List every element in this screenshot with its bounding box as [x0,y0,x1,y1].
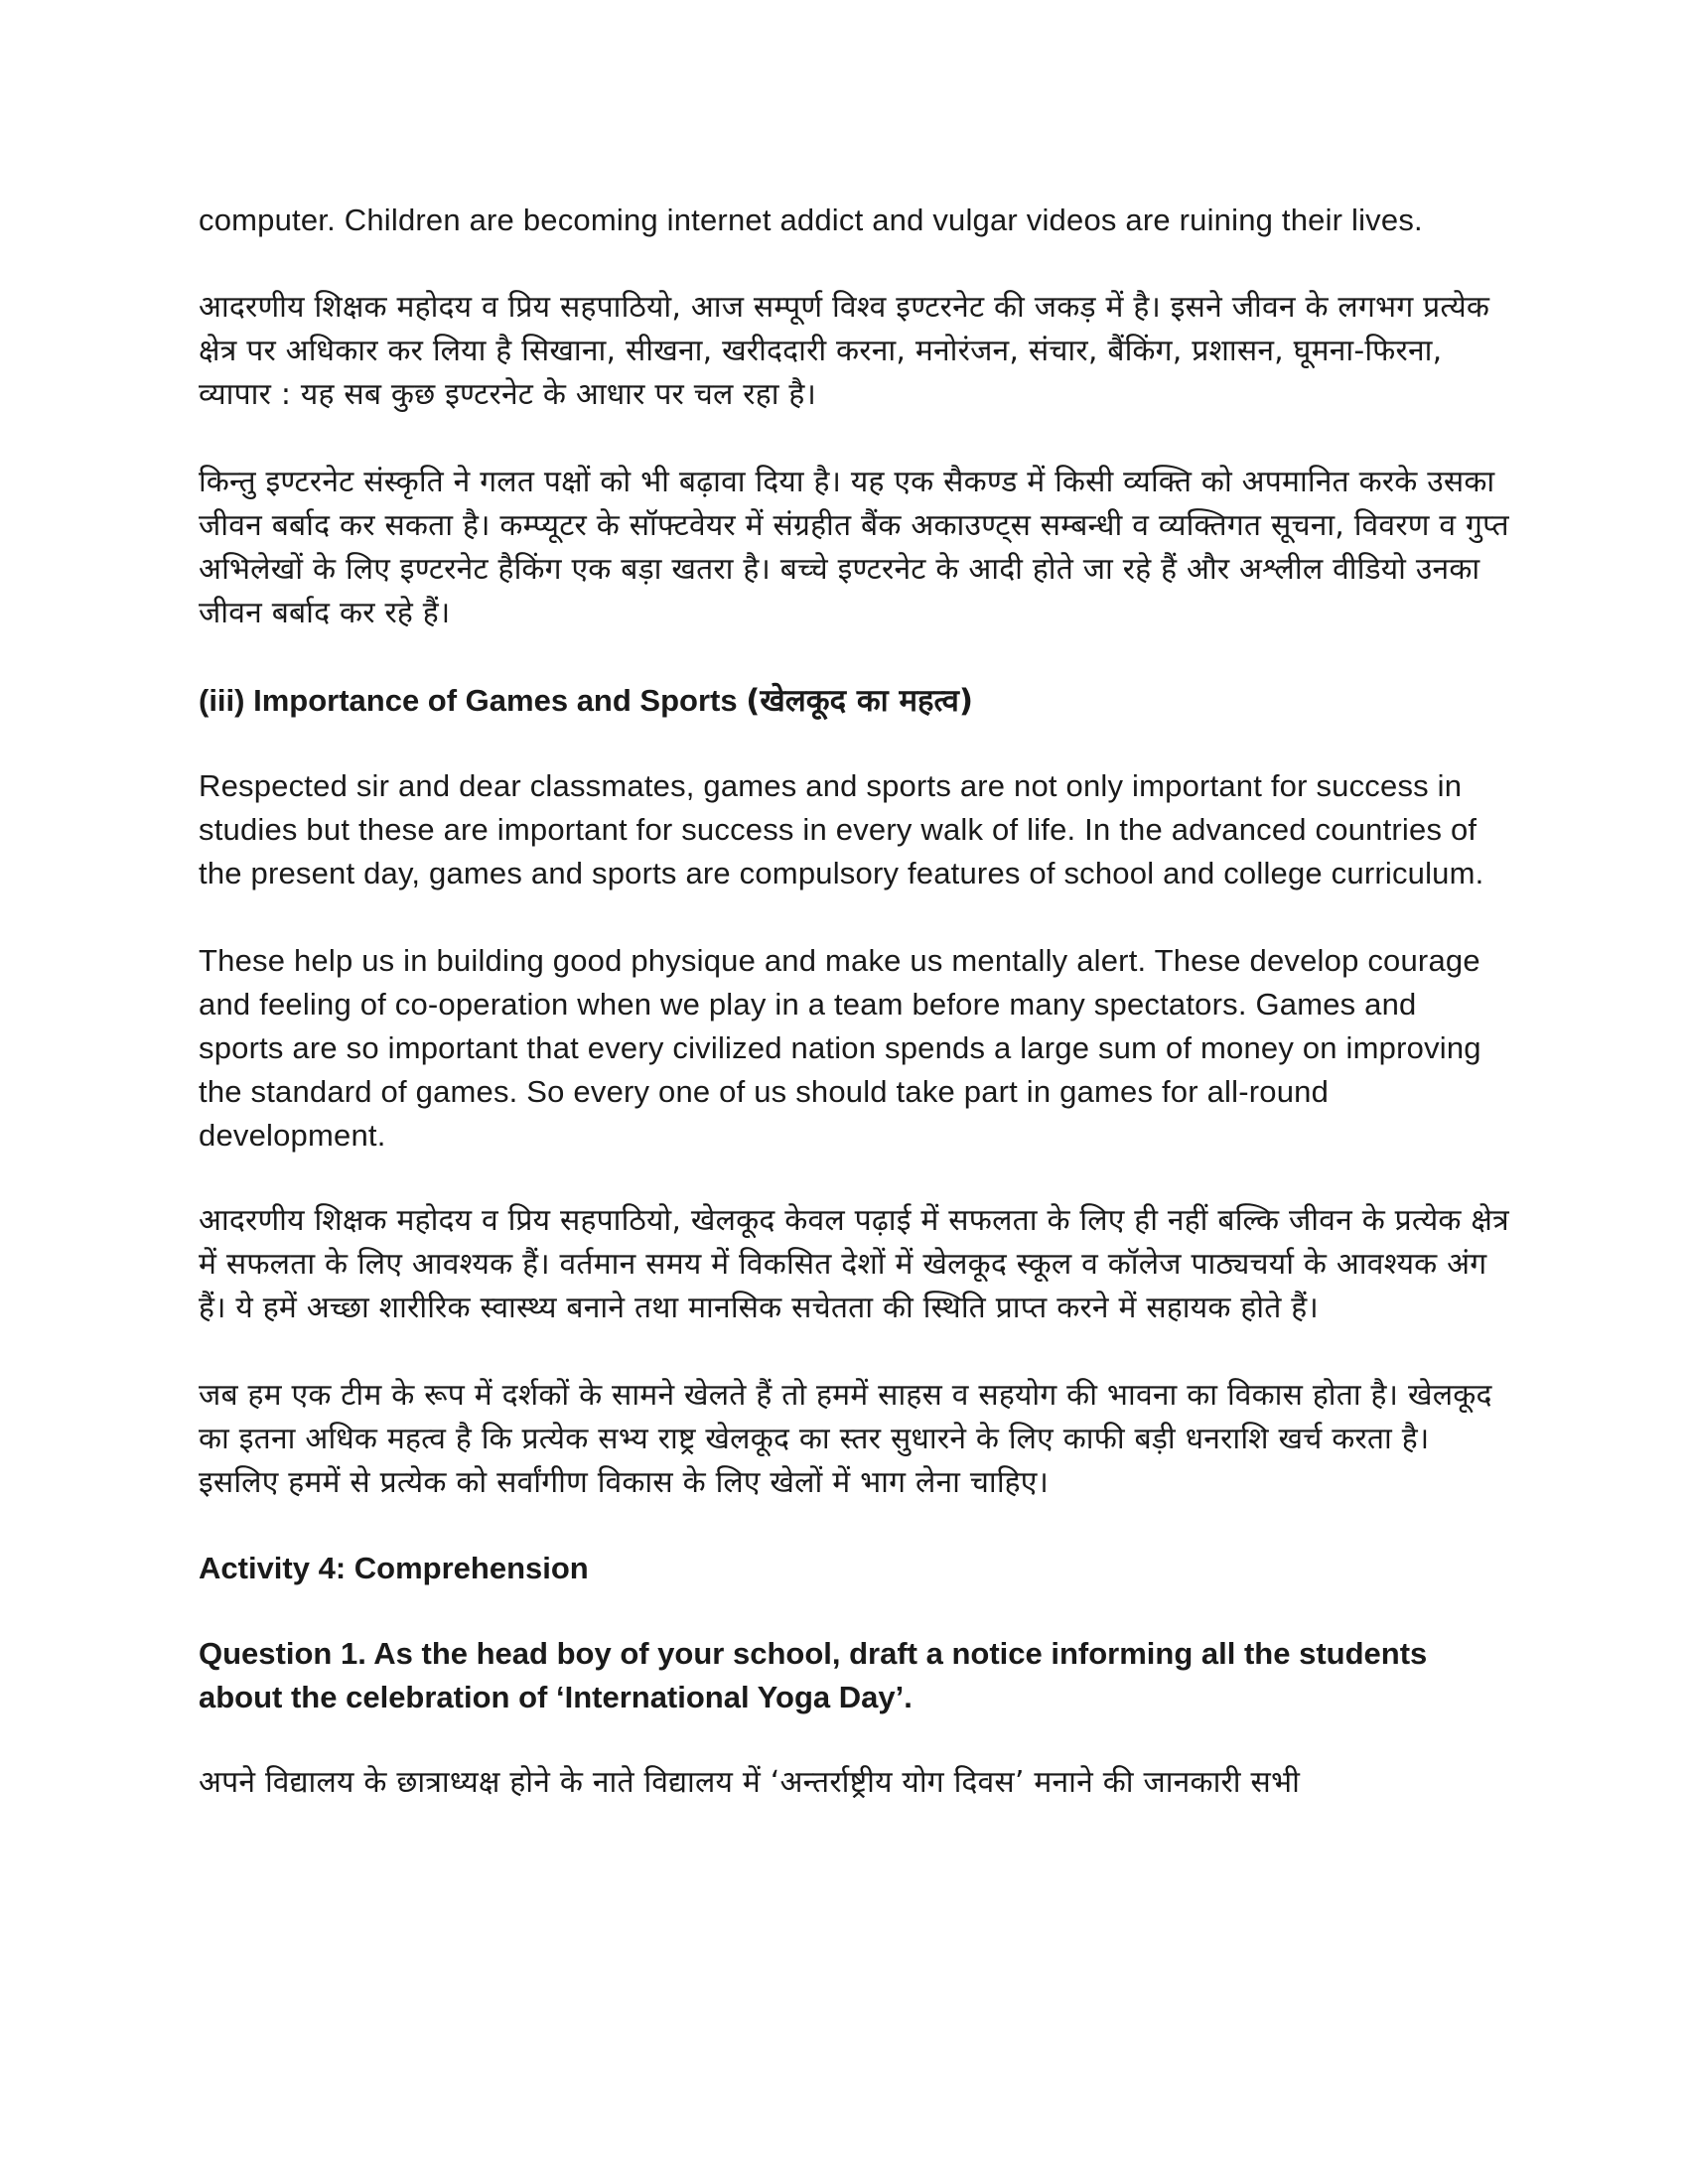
question-1: Question 1. As the head boy of your school, draft a notice informing all the students about the celebration of ‘International Yoga Day’. [199,1636,1428,1714]
document-page [199,199,1509,1805]
activity-heading: Activity 4: Comprehension [199,1551,589,1585]
paragraph-question-hi: अपने विद्यालय के छात्राध्यक्ष होने के नाते विद्यालय में ‘अन्तर्राष्ट्रीय योग दिवस’ मनाने की जानकारी सभी [199,1765,1301,1800]
paragraph-games-en-1: Respected sir and dear classmates, games and sports are not only important for success in studies but these are important for success in every walk of life. In the advanced countries of the present day, games and sports are compulsory features of school and college curriculum. [199,768,1484,890]
paragraph-games-hi-1: आदरणीय शिक्षक महोदय व प्रिय सहपाठियो, खेलकूद केवल पढ़ाई में सफलता के लिए ही नहीं बल्कि जीवन के प्रत्येक क्षेत्र में सफलता के लिए आवश्यक हैं। वर्तमान समय में विकसित देशों में खेलकूद स्कूल व कॉलेज पाठ्यचर्या के आवश्यक अंग हैं। ये हमें अच्छा शारीरिक स्वास्थ्य बनाने तथा मानसिक सचेतता की स्थिति प्राप्त करने में सहायक होते हैं। [199,1203,1509,1325]
paragraph-internet-hi-1: आदरणीय शिक्षक महोदय व प्रिय सहपाठियो, आज सम्पूर्ण विश्व इण्टरनेट की जकड़ में है। इसने जीवन के लगभग प्रत्येक क्षेत्र पर अधिकार कर लिया है सिखाना, सीखना, खरीददारी करना, मनोरंजन, संचार, बैंकिंग, प्रशासन, घूमना-फिरना, व्यापार : यह सब कुछ इण्टरनेट के आधार पर चल रहा है। [199,290,1490,412]
paragraph-games-en-2: These help us in building good physique and make us mentally alert. These develop courage and feeling of co-operation when we play in a team before many spectators. Games and sports are so important that every civilized nation spends a large sum of money on improving the standard of games. So every one of us should take part in games for all-round development. [199,943,1481,1153]
section-heading-games-hi: (खेलकूद का महत्व) [746,683,974,719]
paragraph-games-hi-2: जब हम एक टीम के रूप में दर्शकों के सामने खेलते हैं तो हममें साहस व सहयोग की भावना का विकास होता है। खेलकूद का इतना अधिक महत्व है कि प्रत्येक सभ्य राष्ट्र खेलकूद का स्तर सुधारने के लिए काफी बड़ी धनराशि खर्च करता है। इसलिए हममें से प्रत्येक को सर्वांगीण विकास के लिए खेलों में भाग लेना चाहिए। [199,1378,1492,1500]
section-heading-games-en: (iii) Importance of Games and Sports [199,683,747,718]
paragraph-internet-en-end: computer. Children are becoming internet addict and vulgar videos are ruining their lives. [199,203,1423,237]
paragraph-internet-hi-2: किन्तु इण्टरनेट संस्कृति ने गलत पक्षों को भी बढ़ावा दिया है। यह एक सैकण्ड में किसी व्यक्ति को अपमानित करके उसका जीवन बर्बाद कर सकता है। कम्प्यूटर के सॉफ्टवेयर में संग्रहीत बैंक अकाउण्ट्स सम्बन्धी व व्यक्तिगत सूचना, विवरण व गुप्त अभिलेखों के लिए इण्टरनेट हैकिंग एक बड़ा खतरा है। बच्चे इण्टरनेट के आदी होते जा रहे हैं और अश्लील वीडियो उनका जीवन बर्बाद कर रहे हैं। [199,465,1509,630]
section-heading-games [199,679,1509,723]
